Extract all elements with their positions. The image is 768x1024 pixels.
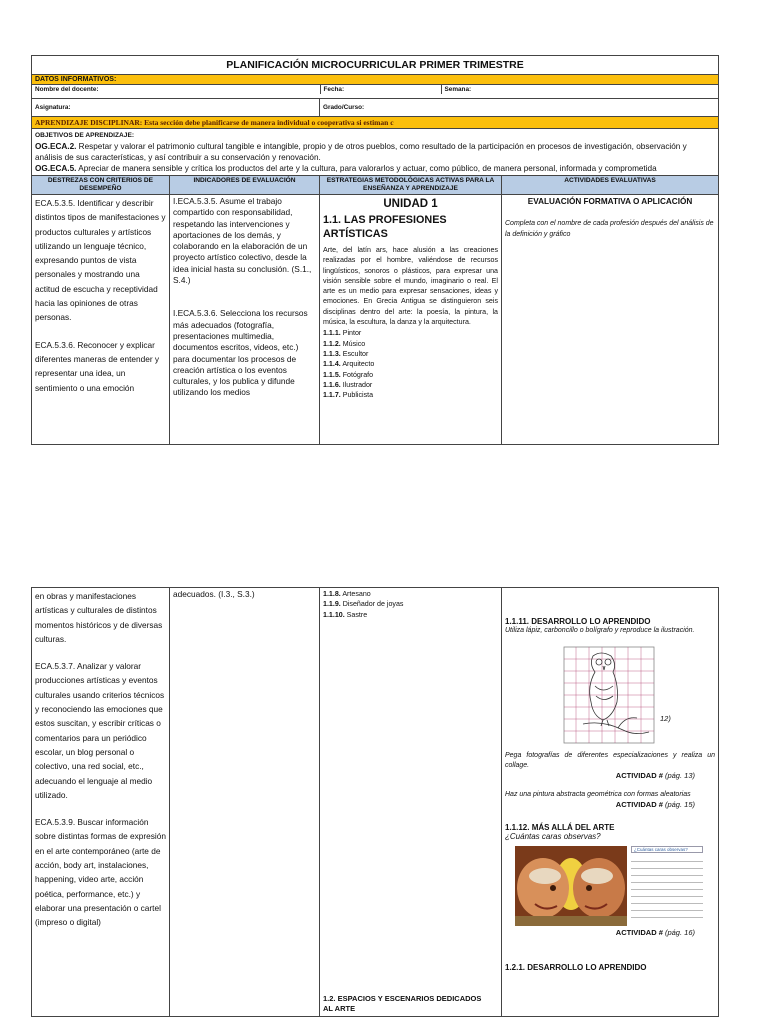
actividades-cell — [502, 195, 719, 445]
column-header-actividades: ACTIVIDADES EVALUATIVAS — [502, 176, 719, 195]
beyond-art-title: 1.1.12. MÁS ALLÁ DEL ARTE — [505, 823, 615, 832]
develop-title-2: 1.2.1. DESARROLLO LO APRENDIDO — [505, 963, 647, 972]
profession-item: 1.1.1. Pintor — [323, 329, 362, 338]
objetivos-heading: OBJETIVOS DE APRENDIZAJE: — [35, 132, 135, 139]
profession-item: 1.1.3. Escultor — [323, 349, 369, 358]
owl-grid-illustration — [563, 646, 667, 746]
planning-table — [31, 55, 719, 445]
destreza-item: en obras y manifestaciones artísticas y culturales de distintos momentos históricos y de diversas culturas. — [35, 591, 163, 644]
datos-informativos-label: DATOS INFORMATIVOS: — [32, 75, 719, 85]
document-title: PLANIFICACIÓN MICROCURRICULAR PRIMER TRIMESTRE — [32, 56, 719, 75]
column-header-estrategias: ESTRATEGIAS METODOLÓGICAS ACTIVAS PARA LA ENSEÑANZA Y APRENDIZAJE — [320, 176, 502, 195]
semana-field[interactable]: Semana: — [441, 85, 718, 94]
page-reference: 12) — [660, 714, 671, 723]
destreza-item: ECA.5.3.7. Analizar y valorar producciones artísticas y eventos culturales usando criterios técnicos y reconociendo las emociones que estos suscitan, y escribir críticas o comentarios para un periódico escolar, un blog personal o colectivo, una red social, etc., adecuando el lenguaje al medio utilizado. — [35, 661, 165, 800]
estrategias-cell — [320, 195, 502, 445]
answer-lines[interactable] — [631, 846, 703, 918]
section-title: 1.1. LAS PROFESIONES ARTÍSTICAS — [323, 214, 447, 240]
collage-instruction: Pega fotografías de diferentes especializaciones y realiza un collage. — [505, 752, 715, 769]
column-header-indicadores: INDICADORES DE EVALUACIÓN — [170, 176, 320, 195]
indicadores-cell — [170, 588, 320, 1017]
activity-ref-16: ACTIVIDAD # (pág. 16) — [615, 928, 695, 937]
objective-og2: OG.ECA.2. Respetar y valorar el patrimonio cultural tangible e intangible, propio y de otros pueblos, como resultado de la participación en procesos de investigación, observación y análisis de sus características, y así contribuir a su conservación y renovación. — [35, 142, 687, 162]
profession-item: 1.1.2. Músico — [323, 339, 366, 348]
faces-painting-image — [515, 846, 627, 926]
asignatura-field[interactable]: Asignatura: — [32, 99, 320, 117]
evaluation-title: EVALUACIÓN FORMATIVA O APLICACIÓN — [527, 197, 693, 206]
destreza-item: ECA.5.3.5. Identificar y describir distintos tipos de manifestaciones y productos culturales y artísticos utilizando un lenguaje técnico, expresando puntos de vista personales y mostrando una actitud de escucha y receptividad hacia las opiniones de otras personas. — [35, 198, 166, 323]
indicador-item: I.ECA.5.3.6. Selecciona los recursos más adecuados (fotografía, presentaciones multimedia, documentos escritos, videos, etc.) para documentar los procesos de creación artística o los eventos culturales, y los publica y difunde utilizando los medios — [173, 308, 308, 398]
actividades-cell — [502, 588, 719, 1017]
activity-ref-15: ACTIVIDAD # (pág. 15) — [615, 800, 695, 809]
profession-item: 1.1.10. Sastre — [323, 610, 368, 619]
develop-instruction: Utiliza lápiz, carboncillo o bolígrafo y reproduce la ilustración. — [505, 627, 695, 634]
indicador-item: I.ECA.5.3.5. Asume el trabajo compartido con responsabilidad, respetando las intervenciones y aportaciones de los demás, y colaborando en la elaboración de un proyecto artístico colectivo, desde la idea inicial hasta su conclusión. (S.1., S.4.) — [173, 196, 312, 286]
indicador-item: adecuados. (I.3., S.3.) — [173, 589, 255, 599]
evaluation-instruction: Completa con el nombre de cada profesión después del análisis de la definición y gráfico — [505, 220, 714, 238]
destreza-item: ECA.5.3.9. Buscar información sobre distintas formas de expresión en el arte contemporáneo (arte de acción, body art, instalaciones, happening, video arte, acción poética, performance, etc.) y elaborar una presentación o cartel (impreso o digital) — [35, 817, 166, 928]
section-body: Arte, del latín ars, hace alusión a las creaciones realizadas por el hombre, valiéndose de recursos lingüísticos, sonoros o plásticos, para expresar una visión sensible sobre el mundo, imaginario o real. El arte es un medio para expresar sensaciones, ideas y emociones. En Grecia Antigua se distinguieron seis disciplinas dentro del arte: la poesía, la pintura, la música, la escultura, la danza y la arquitectura. — [323, 246, 498, 327]
page-1 — [31, 55, 718, 475]
profession-item: 1.1.5. Fotógrafo — [323, 370, 374, 379]
faces-image-area — [505, 844, 715, 928]
section-title: 1.2. ESPACIOS Y ESCENARIOS DEDICADOS AL ARTE — [323, 994, 482, 1013]
docente-field[interactable]: Nombre del docente: — [32, 85, 320, 99]
estrategias-cell — [320, 588, 502, 1017]
profession-item: 1.1.7. Publicista — [323, 391, 374, 400]
unit-title: UNIDAD 1 — [383, 198, 438, 210]
profession-item: 1.1.6. Ilustrador — [323, 380, 373, 389]
objetivos-block — [32, 129, 719, 176]
fecha-field[interactable]: Fecha: — [320, 85, 441, 94]
profession-list — [323, 589, 498, 620]
abstract-instruction: Haz una pintura abstracta geométrica con formas aleatorias — [505, 791, 691, 798]
profession-item: 1.1.4. Arquitecto — [323, 360, 375, 369]
destrezas-cell — [32, 588, 170, 1017]
objective-og5: OG.ECA.5. Apreciar de manera sensible y crítica los productos del arte y la cultura, para valorarlos y actuar, como público, de manera personal, informada y comprometida — [35, 164, 657, 173]
destreza-item: ECA.5.3.6. Reconocer y explicar diferentes maneras de entender y representar una idea, un sentimiento o una emoción — [35, 339, 160, 393]
beyond-art-question: ¿Cuántas caras observas? — [505, 832, 601, 841]
profession-item: 1.1.8. Artesano — [323, 590, 371, 598]
profession-list — [323, 328, 498, 400]
column-header-destrezas: DESTREZAS CON CRITERIOS DE DESEMPEÑO — [32, 176, 170, 195]
indicadores-cell — [170, 195, 320, 445]
activity-ref-13: ACTIVIDAD # (pág. 13) — [615, 771, 695, 780]
page-2 — [31, 587, 718, 1017]
answer-caption: ¿Cuántas caras observas? — [631, 846, 703, 853]
develop-title: 1.1.11. DESARROLLO LO APRENDIDO — [505, 617, 651, 626]
aprendizaje-disciplinar-bar: APRENDIZAJE DISCIPLINAR: Esta sección debe planificarse de manera individual o cooperativa si estiman c — [32, 117, 719, 129]
profession-item: 1.1.9. Diseñador de joyas — [323, 600, 404, 609]
grado-field[interactable]: Grado/Curso: — [320, 99, 719, 117]
owl-illustration-area — [505, 646, 715, 751]
destrezas-cell — [32, 195, 170, 445]
planning-table-continued — [31, 587, 719, 1017]
